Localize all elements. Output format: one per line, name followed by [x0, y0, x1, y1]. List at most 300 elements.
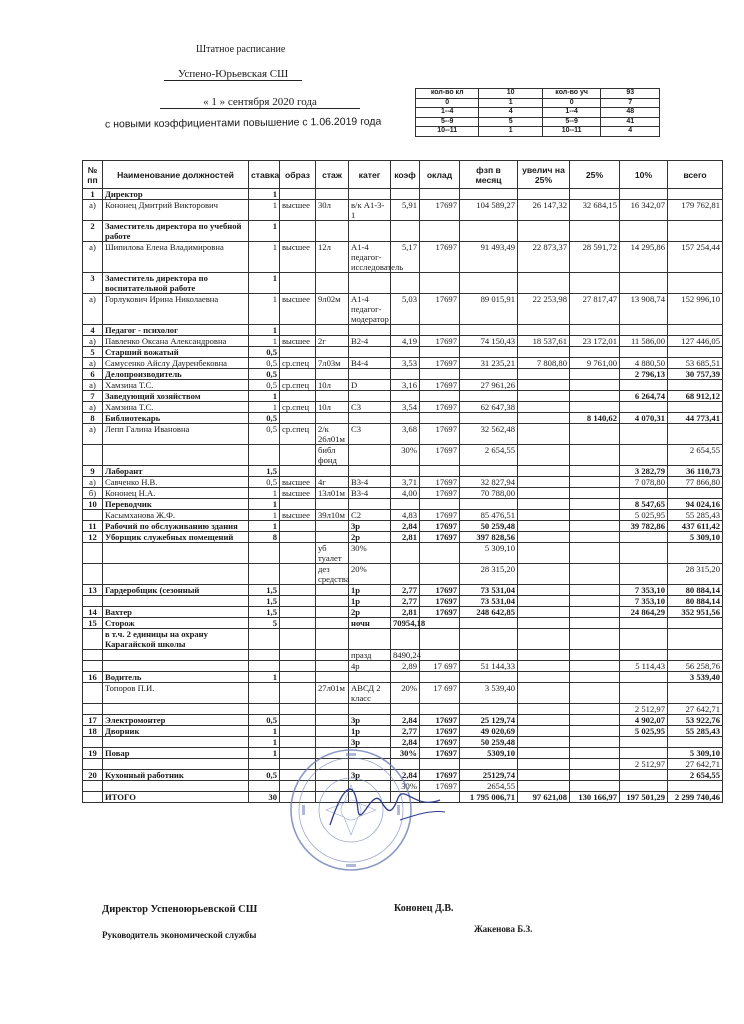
table-cell: [316, 704, 349, 715]
table-cell: 3,53: [391, 358, 420, 369]
table-cell: [518, 413, 570, 424]
table-cell: [349, 273, 391, 294]
table-cell: [249, 704, 280, 715]
table-cell: [518, 347, 570, 358]
table-cell: Водитель: [103, 672, 249, 683]
table-cell: 27 642,71: [668, 759, 723, 770]
table-cell: [518, 770, 570, 781]
table-cell: 17697: [420, 532, 460, 543]
table-cell: [316, 672, 349, 683]
table-cell: [518, 585, 570, 596]
table-cell: [420, 543, 460, 564]
table-cell: В2-4: [349, 336, 391, 347]
table-cell: 25129,74: [460, 770, 518, 781]
table-cell: 17697: [420, 488, 460, 499]
table-cell: 2,84: [391, 715, 420, 726]
table-cell: [518, 543, 570, 564]
classes-summary-table: [415, 88, 660, 137]
table-cell: [570, 488, 620, 499]
table-cell: [570, 781, 620, 792]
table-row: [83, 402, 723, 413]
table-cell: высшее: [280, 336, 316, 347]
table-row: [83, 336, 723, 347]
table-cell: [460, 221, 518, 242]
table-cell: [570, 748, 620, 759]
column-header: 25%: [570, 161, 620, 189]
table-cell: 2,77: [391, 585, 420, 596]
table-cell: [518, 748, 570, 759]
table-cell: [570, 424, 620, 445]
table-cell: дез средства: [316, 564, 349, 585]
table-cell: 22 873,37: [518, 242, 570, 273]
table-cell: 55 285,43: [668, 510, 723, 521]
table-cell: 0,5: [249, 715, 280, 726]
table-cell: 17697: [420, 358, 460, 369]
table-cell: 3,68: [391, 424, 420, 445]
table-cell: а): [83, 294, 103, 325]
table-cell: 7 808,80: [518, 358, 570, 369]
table-cell: В4-4: [349, 358, 391, 369]
table-cell: 5: [249, 618, 280, 629]
table-cell: [349, 672, 391, 683]
table-cell: [280, 618, 316, 629]
table-cell: 53 685,51: [668, 358, 723, 369]
table-cell: 16: [83, 672, 103, 683]
table-cell: 27 642,71: [668, 704, 723, 715]
table-cell: 1: [249, 402, 280, 413]
table-row: [83, 661, 723, 672]
table-cell: 17697: [420, 781, 460, 792]
table-cell: 27 817,47: [570, 294, 620, 325]
table-cell: [83, 792, 103, 803]
table-cell: [570, 466, 620, 477]
table-cell: Лепп Галина Ивановна: [103, 424, 249, 445]
table-row: [83, 672, 723, 683]
table-cell: [460, 672, 518, 683]
table-cell: 11 586,00: [620, 336, 668, 347]
table-cell: [391, 704, 420, 715]
table-cell: 17697: [420, 336, 460, 347]
table-cell: [280, 391, 316, 402]
table-cell: [570, 273, 620, 294]
table-cell: [280, 221, 316, 242]
table-cell: 3,71: [391, 477, 420, 488]
table-cell: 80 884,14: [668, 596, 723, 607]
table-cell: [570, 726, 620, 737]
table-cell: [420, 273, 460, 294]
table-cell: а): [83, 380, 103, 391]
table-cell: 68 912,12: [668, 391, 723, 402]
table-row: [83, 445, 723, 466]
table-cell: 44 773,41: [668, 413, 723, 424]
table-cell: Гардеробщик (сезонный: [103, 585, 249, 596]
table-cell: [620, 683, 668, 704]
table-cell: 17697: [420, 748, 460, 759]
table-cell: 1: [249, 273, 280, 294]
table-cell: Вахтер: [103, 607, 249, 618]
table-cell: 248 642,85: [460, 607, 518, 618]
table-row: [83, 704, 723, 715]
table-row: [83, 325, 723, 336]
table-cell: [391, 325, 420, 336]
table-cell: 23 172,01: [570, 336, 620, 347]
table-cell: [280, 564, 316, 585]
table-cell: 30 757,39: [668, 369, 723, 380]
table-cell: [570, 543, 620, 564]
table-cell: Уборщик служебных помещений: [103, 532, 249, 543]
table-cell: 3р: [349, 521, 391, 532]
table-cell: [518, 477, 570, 488]
table-cell: [620, 488, 668, 499]
table-cell: В3-4: [349, 477, 391, 488]
table-cell: 55 285,43: [668, 726, 723, 737]
table-cell: [316, 726, 349, 737]
table-cell: 2 512,97: [620, 759, 668, 770]
table-cell: 70954,18: [391, 618, 420, 629]
table-cell: 2 654,55: [460, 445, 518, 466]
table-cell: 3: [83, 273, 103, 294]
table-cell: [280, 521, 316, 532]
table-cell: [570, 347, 620, 358]
table-cell: [316, 391, 349, 402]
table-cell: [280, 543, 316, 564]
table-cell: [316, 629, 349, 650]
table-row: [83, 499, 723, 510]
table-cell: 1: [249, 726, 280, 737]
table-cell: [620, 543, 668, 564]
table-cell: [620, 445, 668, 466]
table-cell: [391, 413, 420, 424]
table-cell: [668, 380, 723, 391]
table-cell: 2р: [349, 532, 391, 543]
table-cell: 20%: [349, 564, 391, 585]
table-cell: [668, 402, 723, 413]
column-header: ставка: [249, 161, 280, 189]
table-cell: [316, 607, 349, 618]
table-cell: празд: [349, 650, 391, 661]
table-cell: [280, 273, 316, 294]
table-cell: [391, 369, 420, 380]
table-cell: [518, 737, 570, 748]
table-cell: [420, 672, 460, 683]
table-cell: 17697: [420, 242, 460, 273]
column-header: коэф: [391, 161, 420, 189]
table-cell: [280, 189, 316, 200]
table-cell: 0,5: [249, 358, 280, 369]
table-cell: 1: [249, 325, 280, 336]
table-cell: Рабочий по обслуживанию здания: [103, 521, 249, 532]
table-cell: [391, 499, 420, 510]
table-cell: [83, 661, 103, 672]
table-cell: 1р: [349, 585, 391, 596]
table-cell: [518, 325, 570, 336]
table-cell: высшее: [280, 477, 316, 488]
table-cell: [103, 661, 249, 672]
table-cell: 0,5: [249, 477, 280, 488]
table-cell: Делопроизводитель: [103, 369, 249, 380]
table-cell: [620, 672, 668, 683]
table-cell: [280, 445, 316, 466]
table-cell: 5 309,10: [668, 748, 723, 759]
table-cell: [570, 770, 620, 781]
table-cell: [349, 221, 391, 242]
table-row: [83, 726, 723, 737]
table-cell: [570, 629, 620, 650]
table-cell: [280, 661, 316, 672]
table-cell: 3,54: [391, 402, 420, 413]
table-cell: а): [83, 242, 103, 273]
table-cell: 1: [249, 200, 280, 221]
table-cell: [518, 532, 570, 543]
classes-summary-row: 10--11 1 10--11 4: [416, 127, 660, 137]
column-header: 10%: [620, 161, 668, 189]
table-cell: [668, 650, 723, 661]
director-signature-label: Директор Успеноюрьевской СШ: [102, 904, 258, 915]
table-cell: [518, 189, 570, 200]
table-cell: Лаборант: [103, 466, 249, 477]
table-cell: 17697: [420, 726, 460, 737]
column-header: № пп: [83, 161, 103, 189]
table-cell: библ фонд: [316, 445, 349, 466]
table-cell: [460, 189, 518, 200]
table-cell: 74 150,43: [460, 336, 518, 347]
table-cell: 26 147,32: [518, 200, 570, 221]
table-cell: ср.спец: [280, 358, 316, 369]
table-cell: [460, 650, 518, 661]
table-cell: 18 537,61: [518, 336, 570, 347]
table-cell: Повар: [103, 748, 249, 759]
table-row: [83, 488, 723, 499]
table-row: [83, 650, 723, 661]
table-cell: [570, 564, 620, 585]
table-cell: [668, 781, 723, 792]
table-cell: а): [83, 402, 103, 413]
table-cell: [316, 661, 349, 672]
table-cell: 32 562,48: [460, 424, 518, 445]
table-cell: 13л01м: [316, 488, 349, 499]
table-row: [83, 543, 723, 564]
table-cell: 12л: [316, 242, 349, 273]
table-cell: высшее: [280, 200, 316, 221]
table-cell: 17 697: [420, 683, 460, 704]
table-cell: [620, 189, 668, 200]
table-cell: [518, 661, 570, 672]
column-header: катег: [349, 161, 391, 189]
table-cell: 3 539,40: [460, 683, 518, 704]
table-cell: 3р: [349, 737, 391, 748]
table-cell: [518, 650, 570, 661]
table-cell: Горлукович Ирина Николаевна: [103, 294, 249, 325]
table-cell: 197 501,29: [620, 792, 668, 803]
school-name: Успено-Юрьевская СШ: [164, 68, 302, 81]
table-cell: [518, 596, 570, 607]
table-cell: 152 996,10: [668, 294, 723, 325]
table-cell: [83, 510, 103, 521]
table-cell: 3р: [349, 715, 391, 726]
table-cell: [668, 325, 723, 336]
column-header: образ: [280, 161, 316, 189]
table-cell: [420, 629, 460, 650]
table-cell: [570, 737, 620, 748]
table-cell: 5 025,95: [620, 726, 668, 737]
table-cell: 1,5: [249, 585, 280, 596]
table-cell: 5 025,95: [620, 510, 668, 521]
table-cell: 25 129,74: [460, 715, 518, 726]
table-cell: 15: [83, 618, 103, 629]
column-header: всего: [668, 161, 723, 189]
table-cell: 22 253,98: [518, 294, 570, 325]
table-cell: [83, 759, 103, 770]
table-cell: 1: [249, 294, 280, 325]
table-cell: 17697: [420, 521, 460, 532]
table-cell: 7 353,10: [620, 585, 668, 596]
table-cell: 17697: [420, 294, 460, 325]
table-cell: [620, 347, 668, 358]
table-cell: 0,5: [249, 424, 280, 445]
table-cell: [280, 629, 316, 650]
table-cell: 17697: [420, 477, 460, 488]
table-cell: высшее: [280, 488, 316, 499]
table-cell: 1: [249, 510, 280, 521]
table-cell: [280, 369, 316, 380]
table-cell: 352 951,56: [668, 607, 723, 618]
table-cell: [460, 369, 518, 380]
document-subtitle: с новыми коэффициентами повышение с 1.06.2019 года: [104, 115, 382, 131]
table-cell: [349, 499, 391, 510]
table-cell: 8 547,65: [620, 499, 668, 510]
table-cell: ночн: [349, 618, 391, 629]
table-cell: 3р: [349, 770, 391, 781]
table-cell: уб туалет: [316, 543, 349, 564]
table-cell: Самусенко Айслу Дауренбековна: [103, 358, 249, 369]
table-cell: Педагог - психолог: [103, 325, 249, 336]
column-header: оклад: [420, 161, 460, 189]
table-cell: [668, 618, 723, 629]
table-cell: 2,84: [391, 770, 420, 781]
table-cell: 1р: [349, 596, 391, 607]
table-cell: [620, 748, 668, 759]
table-cell: 0,5: [249, 770, 280, 781]
table-cell: [518, 607, 570, 618]
classes-summary-row: 5--9 5 5--9 41: [416, 117, 660, 127]
table-cell: [280, 704, 316, 715]
table-cell: [570, 704, 620, 715]
table-cell: С3: [349, 402, 391, 413]
table-cell: [460, 413, 518, 424]
table-cell: [249, 445, 280, 466]
table-row: [83, 369, 723, 380]
table-cell: [518, 445, 570, 466]
table-cell: 0,5: [249, 347, 280, 358]
table-cell: 11: [83, 521, 103, 532]
table-cell: 17697: [420, 770, 460, 781]
table-cell: [620, 325, 668, 336]
table-cell: [420, 221, 460, 242]
table-cell: 17697: [420, 737, 460, 748]
table-cell: Дворник: [103, 726, 249, 737]
table-cell: 2 512,97: [620, 704, 668, 715]
table-cell: [83, 543, 103, 564]
table-row: [83, 564, 723, 585]
table-cell: Кононец Н.А.: [103, 488, 249, 499]
table-cell: [103, 445, 249, 466]
table-cell: [420, 413, 460, 424]
table-cell: С3: [349, 424, 391, 445]
table-cell: Заместитель директора по воспитательной работе: [103, 273, 249, 294]
table-row: [83, 273, 723, 294]
table-cell: 5 309,10: [668, 532, 723, 543]
table-cell: 4г: [316, 477, 349, 488]
table-cell: [620, 532, 668, 543]
table-cell: [570, 402, 620, 413]
table-cell: [518, 221, 570, 242]
table-cell: [316, 347, 349, 358]
table-cell: [391, 189, 420, 200]
table-cell: 5,91: [391, 200, 420, 221]
table-cell: а): [83, 358, 103, 369]
table-cell: 8 140,62: [570, 413, 620, 424]
table-row: [83, 413, 723, 424]
table-cell: [316, 325, 349, 336]
economic-service-head-name: Жакенова Б.З.: [474, 924, 533, 934]
table-cell: [620, 564, 668, 585]
table-cell: [103, 564, 249, 585]
table-cell: [249, 564, 280, 585]
table-cell: Кононец Дмитрий Викторович: [103, 200, 249, 221]
table-cell: Касымханова Ж.Ф.: [103, 510, 249, 521]
table-cell: 157 254,44: [668, 242, 723, 273]
table-cell: [620, 273, 668, 294]
table-cell: [249, 683, 280, 704]
table-cell: Заместитель директора по учебной работе: [103, 221, 249, 242]
table-cell: [518, 380, 570, 391]
table-cell: 2,84: [391, 737, 420, 748]
table-cell: 4р: [349, 661, 391, 672]
table-cell: [420, 759, 460, 770]
table-cell: 9 761,00: [570, 358, 620, 369]
table-cell: 7 353,10: [620, 596, 668, 607]
table-cell: [249, 661, 280, 672]
table-cell: Старший вожатый: [103, 347, 249, 358]
table-cell: [349, 325, 391, 336]
table-cell: 3 539,40: [668, 672, 723, 683]
table-cell: в т.ч. 2 единицы на охрану Карагайской школы: [103, 629, 249, 650]
table-cell: [83, 683, 103, 704]
table-cell: [280, 585, 316, 596]
table-cell: [420, 325, 460, 336]
director-name: Кононец Д.В.: [394, 903, 454, 914]
table-cell: [570, 510, 620, 521]
table-cell: [518, 424, 570, 445]
table-cell: [460, 273, 518, 294]
table-cell: [668, 488, 723, 499]
table-row: [83, 466, 723, 477]
table-cell: [316, 189, 349, 200]
table-cell: [103, 759, 249, 770]
table-cell: 50 259,48: [460, 521, 518, 532]
table-cell: 10: [83, 499, 103, 510]
table-cell: Заведующий хозяйством: [103, 391, 249, 402]
table-cell: [420, 618, 460, 629]
table-cell: 1 795 006,71: [460, 792, 518, 803]
table-cell: 2г: [316, 336, 349, 347]
table-cell: 89 015,91: [460, 294, 518, 325]
table-cell: 0,5: [249, 413, 280, 424]
table-cell: 0,5: [249, 369, 280, 380]
table-cell: [349, 369, 391, 380]
table-cell: 2/к 26л01м: [316, 424, 349, 445]
table-cell: [518, 564, 570, 585]
